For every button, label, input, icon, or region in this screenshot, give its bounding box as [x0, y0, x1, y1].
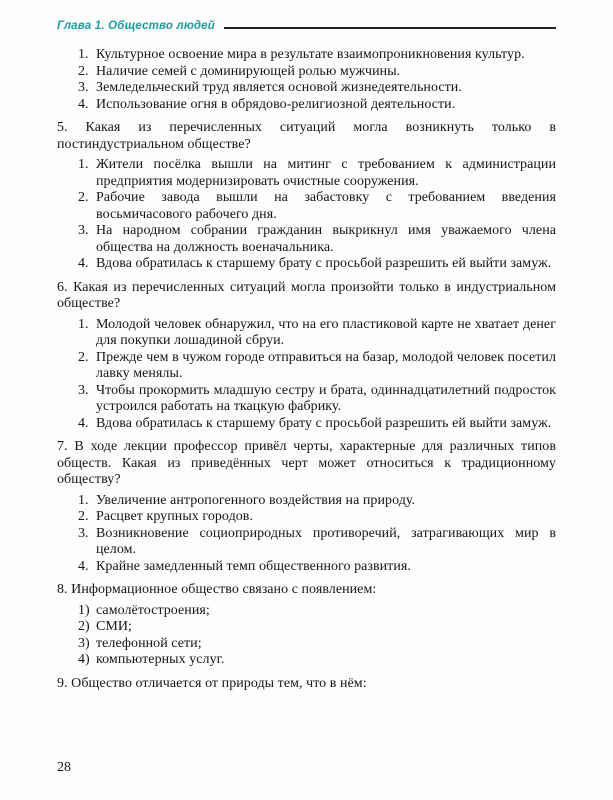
option-text: Прежде чем в чужом городе отправиться на базар, молодой человек посетил лавку менялы. — [96, 349, 556, 381]
question-number: 8. — [57, 582, 68, 597]
list-item — [78, 157, 556, 190]
question — [57, 676, 556, 693]
option-text: Культурное освоение мира в результате взаимопроникновения культур. — [96, 47, 525, 62]
list-item — [78, 636, 556, 653]
list-item — [78, 223, 556, 256]
list-item — [78, 256, 556, 273]
question — [57, 120, 556, 153]
answer-options-group — [57, 317, 556, 433]
option-text: Земледельческий труд является основой жизнедеятельности. — [96, 80, 462, 95]
question-number: 7. — [57, 439, 68, 454]
option-text: Расцвет крупных городов. — [96, 509, 253, 524]
list-item — [78, 416, 556, 433]
page-body — [57, 47, 556, 692]
question-number: 9. — [57, 675, 68, 691]
question-text: Информационное общество связано с появлением: — [71, 582, 377, 597]
option-number: 4) — [78, 652, 90, 667]
option-text: Использование огня в обрядово-религиозной деятельности. — [96, 96, 456, 112]
list-item — [78, 350, 556, 383]
list-item — [78, 80, 556, 97]
option-text: телефонной сети; — [96, 635, 202, 651]
option-text: компьютерных услуг. — [96, 652, 225, 667]
list-item — [78, 64, 556, 81]
option-text: самолётостроения; — [96, 602, 210, 618]
list-item — [78, 493, 556, 510]
option-number: 4. — [78, 96, 89, 112]
question — [57, 582, 556, 599]
option-number: 1. — [78, 492, 89, 508]
chapter-header — [57, 20, 556, 32]
list-item — [78, 526, 556, 559]
option-number: 1. — [78, 47, 89, 62]
option-text: Молодой человек обнаружил, что на его пластиковой карте не хватает денег для покупки лошадиной сбруи. — [96, 316, 556, 348]
answer-options-group — [57, 157, 556, 273]
page-number: 28 — [57, 760, 71, 775]
option-number: 1. — [78, 316, 89, 332]
option-number: 1) — [78, 602, 90, 618]
list-item — [78, 559, 556, 576]
option-text: Увеличение антропогенного воздействия на природу. — [96, 492, 416, 508]
option-text: Рабочие завода вышли на забастовку с требованием введения восьмичасового рабочего дня. — [96, 190, 556, 222]
question-number: 6. — [57, 279, 68, 295]
list-item — [78, 619, 556, 636]
option-number: 2. — [78, 63, 89, 79]
option-text: Крайне замедленный темп общественного развития. — [96, 558, 411, 574]
option-text: Жители посёлка вышли на митинг с требованием к администрации предприятия модернизировать очистные сооружения. — [96, 157, 556, 189]
option-number: 3) — [78, 635, 90, 651]
option-text: СМИ; — [96, 619, 132, 634]
list-item — [78, 509, 556, 526]
page-footer — [57, 760, 71, 776]
answer-options-group — [57, 493, 556, 576]
list-item — [78, 47, 556, 64]
option-text: На народном собрании гражданин выкрикнул имя уважаемого члена общества на должность военачальника. — [96, 223, 556, 255]
chapter-title: Глава 1. Общество людей — [57, 20, 215, 32]
option-number: 4. — [78, 558, 89, 574]
question-text: Какая из перечисленных ситуаций могла возникнуть только в постиндустриальном обществе? — [57, 120, 556, 152]
option-number: 4. — [78, 415, 89, 431]
option-text: Вдова обратилась к старшему брату с просьбой разрешить ей выйти замуж. — [96, 256, 552, 271]
option-text: Возникновение социоприродных противоречий, затрагивающих мир в целом. — [96, 525, 556, 557]
list-item — [78, 603, 556, 620]
question — [57, 280, 556, 313]
list-item — [78, 317, 556, 350]
question-text: В ходе лекции профессор привёл черты, характерные для различных типов обществ. Какая из приведённых черт может относиться к традиционному обществу? — [57, 439, 556, 487]
option-number: 3. — [78, 382, 89, 398]
option-number: 2. — [78, 509, 89, 524]
question-number: 5. — [57, 120, 68, 135]
list-item — [78, 97, 556, 114]
option-number: 2) — [78, 619, 90, 634]
answer-options-group — [57, 47, 556, 113]
option-number: 2. — [78, 349, 89, 365]
option-number: 3. — [78, 223, 89, 238]
option-number: 1. — [78, 157, 89, 172]
option-text: Чтобы прокормить младшую сестру и брата, одиннадцатилетний подросток устроился работать на ткацкую фабрику. — [96, 382, 556, 414]
list-item — [78, 190, 556, 223]
option-text: Вдова обратилась к старшему брату с просьбой разрешить ей выйти замуж. — [96, 415, 552, 431]
option-number: 3. — [78, 80, 89, 95]
option-text: Наличие семей с доминирующей ролью мужчины. — [96, 63, 401, 79]
question-text: Общество отличается от природы тем, что в нём: — [71, 675, 367, 691]
question — [57, 439, 556, 489]
list-item — [78, 383, 556, 416]
option-number: 2. — [78, 190, 89, 205]
answer-options-group — [57, 603, 556, 669]
header-rule — [224, 27, 556, 29]
question-text: Какая из перечисленных ситуаций могла произойти только в индустриальном обществе? — [57, 279, 556, 311]
option-number: 4. — [78, 256, 89, 271]
option-number: 3. — [78, 525, 89, 541]
list-item — [78, 652, 556, 669]
